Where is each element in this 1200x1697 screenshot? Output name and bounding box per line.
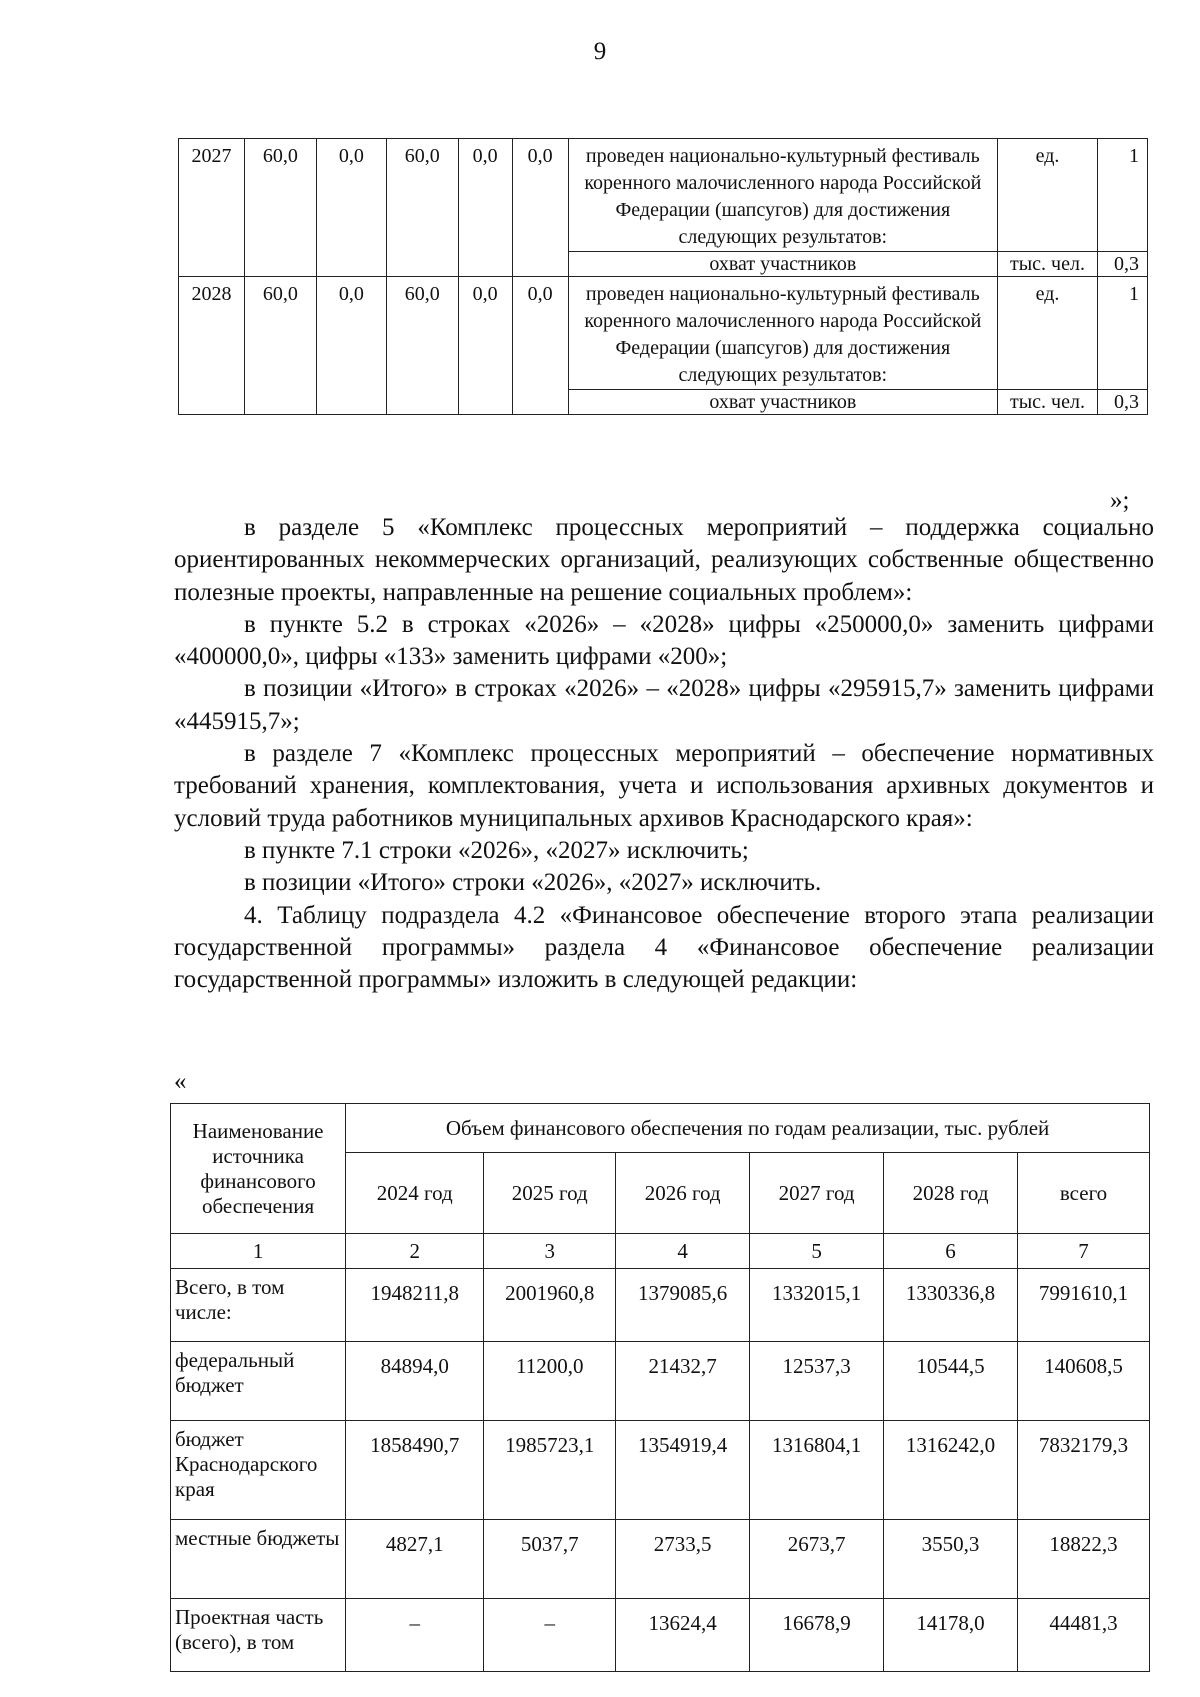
table-row — [171, 1599, 1150, 1672]
year-header: 2025 год — [484, 1153, 616, 1234]
table-row — [171, 1342, 1150, 1421]
column-index: 6 — [884, 1234, 1018, 1269]
paragraph: в позиции «Итого» в строках «2026» – «2028» цифры «295915,7» заменить цифрами «445915,7»; — [174, 675, 1154, 735]
amount-cell: 0,0 — [316, 277, 386, 415]
amount-cell: 13624,4 — [616, 1599, 750, 1672]
sub-unit-cell: тыс. чел. — [998, 390, 1098, 415]
amount-cell: 18822,3 — [1018, 1520, 1150, 1599]
amount-cell: 2733,5 — [616, 1520, 750, 1599]
table-row — [179, 277, 1148, 390]
amount-cell: 1985723,1 — [484, 1421, 616, 1520]
table-row — [171, 1520, 1150, 1599]
source-label: Проектная часть (всего), в том — [171, 1599, 346, 1672]
paragraph: в позиции «Итого» строки «2026», «2027» исключить. — [244, 869, 822, 897]
paragraph: 4. Таблицу подраздела 4.2 «Финансовое обеспечение второго этапа реализации государственной программы» раздела 4 «Финансовое обеспечение реализации государственной программы» изложить в следующей редакции: — [174, 901, 1154, 994]
column-index: 3 — [484, 1234, 616, 1269]
amount-cell: 0,0 — [458, 277, 512, 415]
paragraph: в пункте 5.2 в строках «2026» – «2028» цифры «250000,0» заменить цифрами «400000,0», цифры «133» заменить цифрами «200»; — [174, 610, 1154, 671]
sub-value-cell: 0,3 — [1097, 252, 1147, 277]
result-cell: проведен национально-культурный фестиваль коренного малочисленного народа Российской Федерации (шапсугов) для достижения следующих результатов: — [568, 277, 997, 390]
column-index: 5 — [750, 1234, 884, 1269]
year-header: 2026 год — [616, 1153, 750, 1234]
amount-cell: 21432,7 — [616, 1342, 750, 1421]
sub-result-cell: охват участников — [568, 390, 997, 415]
page-number: 9 — [593, 38, 607, 65]
volume-header: Объем финансового обеспечения по годам реализации, тыс. рублей — [346, 1104, 1150, 1153]
paragraph: в разделе 7 «Комплекс процессных мероприятий – обеспечение нормативных требований хранения, комплектования, учета и использования архивных документов и условий труда работников муниципальных архивов Краснодарского края»: — [174, 740, 1154, 832]
amount-cell: 0,0 — [316, 139, 386, 277]
open-quote: « — [174, 1068, 187, 1095]
financing-table — [170, 1103, 1150, 1672]
value-cell: 1 — [1097, 139, 1147, 252]
source-label: бюджет Краснодарского края — [171, 1421, 346, 1520]
source-label: федеральный бюджет — [171, 1342, 346, 1421]
column-index: 1 — [171, 1234, 346, 1269]
year-header: 2027 год — [750, 1153, 884, 1234]
amount-cell: 0,0 — [458, 139, 512, 277]
amount-cell: 60,0 — [244, 277, 316, 415]
amount-cell: 16678,9 — [750, 1599, 884, 1672]
amount-cell: 60,0 — [386, 277, 458, 415]
total-header: всего — [1018, 1153, 1150, 1234]
column-index: 4 — [616, 1234, 750, 1269]
amount-cell: 1858490,7 — [346, 1421, 484, 1520]
amount-cell: 2001960,8 — [484, 1269, 616, 1342]
sub-value-cell: 0,3 — [1097, 390, 1147, 415]
amount-cell: 11200,0 — [484, 1342, 616, 1421]
closing-quote: »; — [1110, 487, 1130, 514]
source-header: Наименование источника финансового обеспечения — [171, 1104, 346, 1234]
year-header: 2024 год — [346, 1153, 484, 1234]
amount-cell: 0,0 — [512, 139, 568, 277]
amount-cell: 7991610,1 — [1018, 1269, 1150, 1342]
amendment-text — [174, 512, 1154, 996]
amount-cell: 14178,0 — [884, 1599, 1018, 1672]
year-cell: 2028 — [179, 277, 245, 415]
sub-result-cell: охват участников — [568, 252, 997, 277]
amount-cell: 84894,0 — [346, 1342, 484, 1421]
paragraph: в разделе 5 «Комплекс процессных мероприятий – поддержка социально ориентированных некоммерческих организаций, реализующих собственные общественно полезные проекты, направленные на решение социальных проблем»: — [174, 514, 1154, 606]
amount-cell: 2673,7 — [750, 1520, 884, 1599]
amount-cell: 4827,1 — [346, 1520, 484, 1599]
amount-cell: 1379085,6 — [616, 1269, 750, 1342]
amount-cell: 1354919,4 — [616, 1421, 750, 1520]
amount-cell: 1330336,8 — [884, 1269, 1018, 1342]
amount-cell: – — [346, 1599, 484, 1672]
year-cell: 2027 — [179, 139, 245, 277]
year-header: 2028 год — [884, 1153, 1018, 1234]
result-cell: проведен национально-культурный фестиваль коренного малочисленного народа Российской Федерации (шапсугов) для достижения следующих результатов: — [568, 139, 997, 252]
amount-cell: 1948211,8 — [346, 1269, 484, 1342]
value-cell: 1 — [1097, 277, 1147, 390]
source-label: местные бюджеты — [171, 1520, 346, 1599]
paragraph: в пункте 7.1 строки «2026», «2027» исключить; — [244, 836, 749, 864]
amount-cell: 140608,5 — [1018, 1342, 1150, 1421]
source-label: Всего, в том числе: — [171, 1269, 346, 1342]
amount-cell: 0,0 — [512, 277, 568, 415]
amount-cell: 60,0 — [244, 139, 316, 277]
table-row — [171, 1269, 1150, 1342]
amount-cell: 1332015,1 — [750, 1269, 884, 1342]
amount-cell: 10544,5 — [884, 1342, 1018, 1421]
table-row — [171, 1421, 1150, 1520]
events-table — [178, 138, 1148, 415]
amount-cell: 7832179,3 — [1018, 1421, 1150, 1520]
amount-cell: 44481,3 — [1018, 1599, 1150, 1672]
amount-cell: 12537,3 — [750, 1342, 884, 1421]
amount-cell: 1316804,1 — [750, 1421, 884, 1520]
unit-cell: ед. — [998, 139, 1098, 252]
table-row — [179, 139, 1148, 252]
unit-cell: ед. — [998, 277, 1098, 390]
amount-cell: 5037,7 — [484, 1520, 616, 1599]
amount-cell: 3550,3 — [884, 1520, 1018, 1599]
amount-cell: – — [484, 1599, 616, 1672]
amount-cell: 1316242,0 — [884, 1421, 1018, 1520]
column-index: 2 — [346, 1234, 484, 1269]
amount-cell: 60,0 — [386, 139, 458, 277]
sub-unit-cell: тыс. чел. — [998, 252, 1098, 277]
column-index: 7 — [1018, 1234, 1150, 1269]
